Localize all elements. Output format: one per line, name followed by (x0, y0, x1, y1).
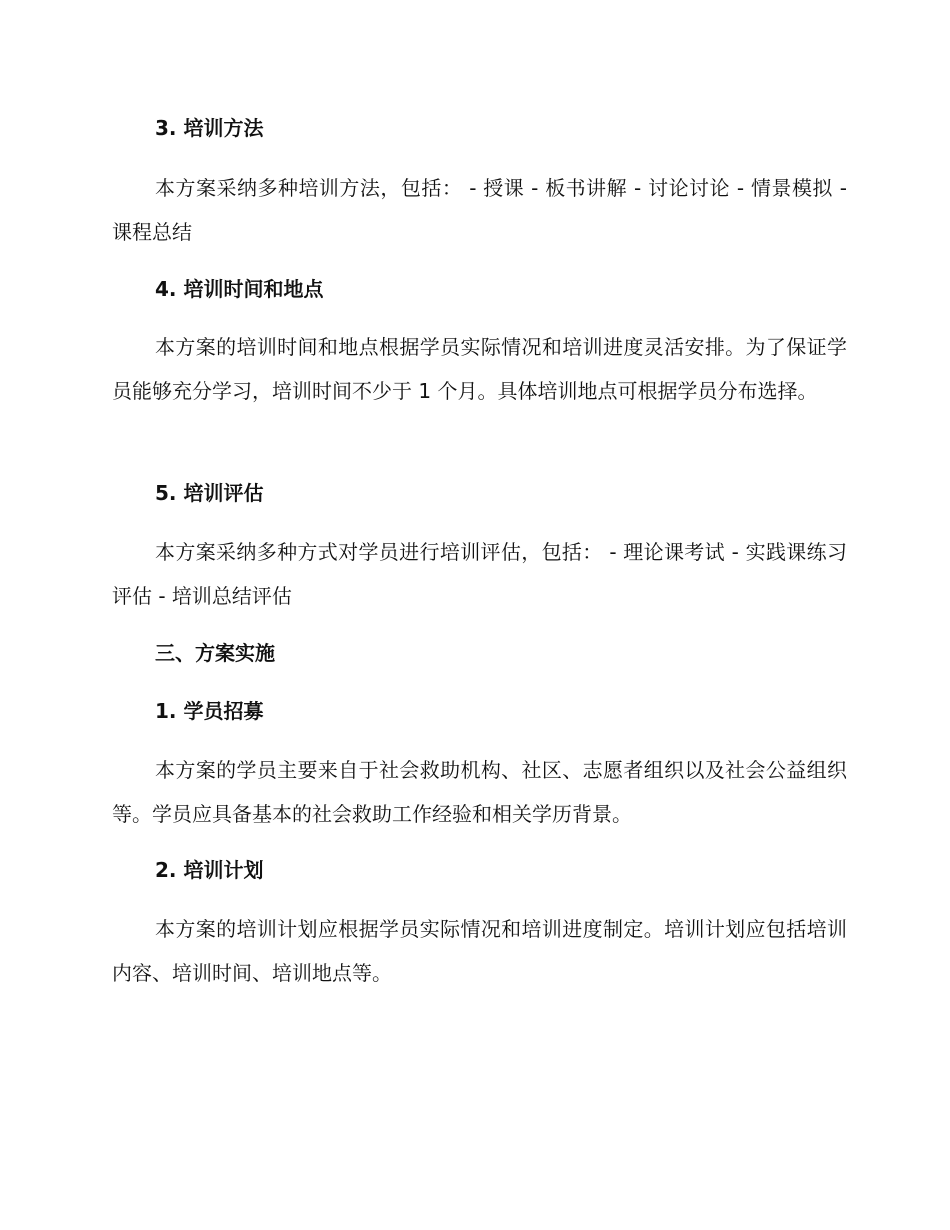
chapter-heading-implementation: 三、方案实施 (155, 641, 275, 665)
paragraph-training-plan: 本方案的培训计划应根据学员实际情况和培训进度制定。培训计划应包括培训内容、培训时间、培训地点等。 (112, 917, 847, 985)
paragraph-time-and-location: 本方案的培训时间和地点根据学员实际情况和培训进度灵活安排。为了保证学员能够充分学习，培训时间不少于 1 个月。具体培训地点可根据学员分布选择。 (112, 335, 847, 403)
section-heading-training-evaluation: 5. 培训评估 (155, 481, 264, 505)
section-heading-training-methods: 3. 培训方法 (155, 116, 264, 140)
paragraph-training-methods: 本方案采纳多种培训方法，包括： - 授课 - 板书讲解 - 讨论讨论 - 情景模拟 - 课程总结 (112, 176, 847, 244)
section-heading-time-and-location: 4. 培训时间和地点 (155, 277, 324, 301)
paragraph-recruitment: 本方案的学员主要来自于社会救助机构、社区、志愿者组织以及社会公益组织等。学员应具备基本的社会救助工作经验和相关学历背景。 (112, 758, 847, 826)
paragraph-training-evaluation: 本方案采纳多种方式对学员进行培训评估，包括： - 理论课考试 - 实践课练习评估 - 培训总结评估 (112, 540, 847, 608)
section-heading-training-plan: 2. 培训计划 (155, 858, 264, 882)
section-heading-recruitment: 1. 学员招募 (155, 699, 264, 723)
